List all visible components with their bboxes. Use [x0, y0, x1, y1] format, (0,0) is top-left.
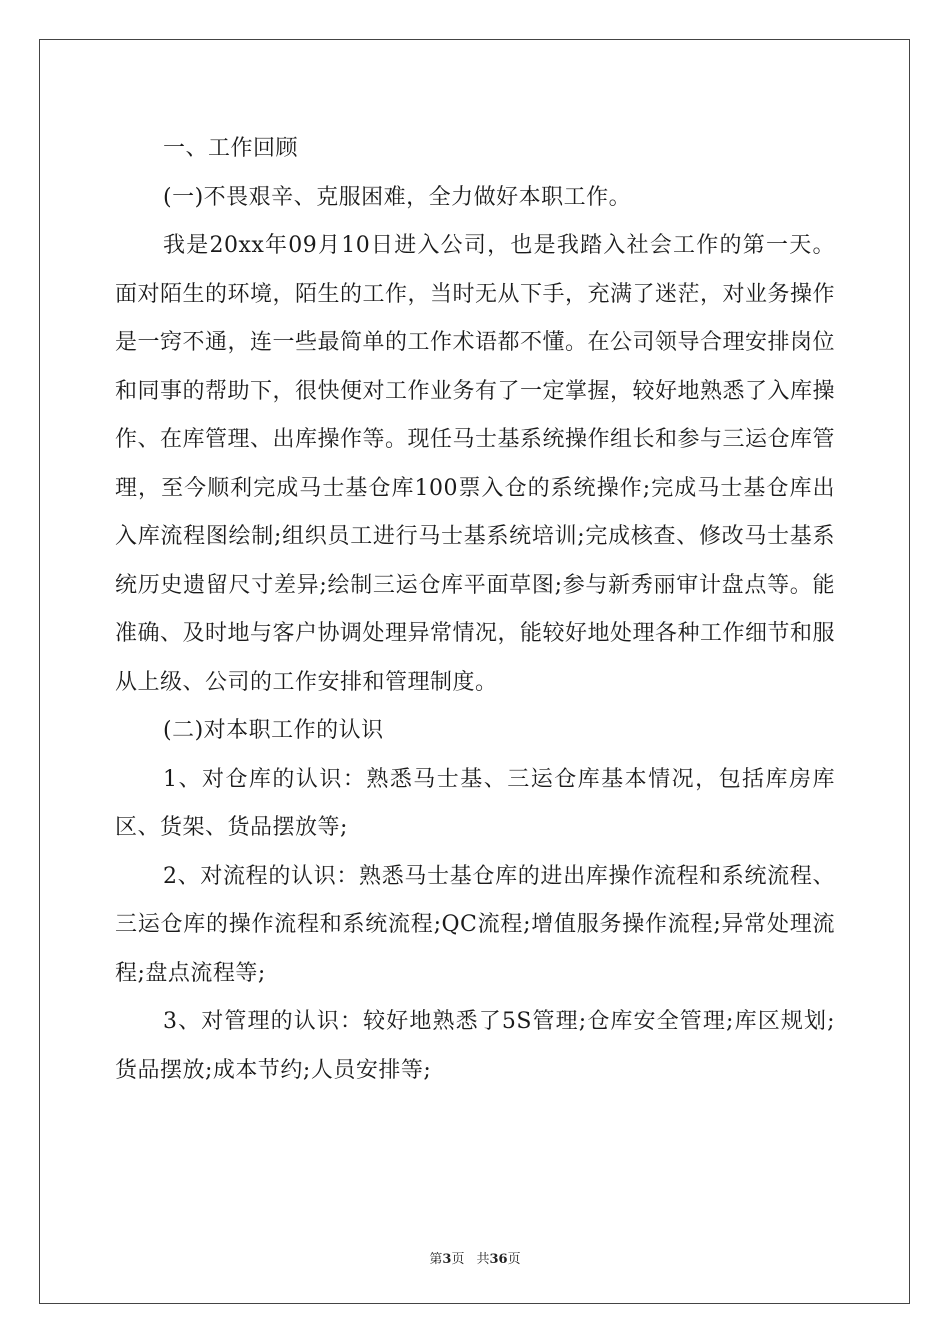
- list-item: 1、对仓库的认识：熟悉马士基、三运仓库基本情况，包括库房库区、货架、货品摆放等;: [115, 766, 835, 840]
- page-prefix: 第: [429, 1252, 443, 1267]
- page-suffix: 页: [451, 1252, 465, 1267]
- subsection-heading: (二)对本职工作的认识: [163, 718, 384, 743]
- total-pages: 36: [489, 1252, 508, 1267]
- page-footer: [0, 1248, 950, 1267]
- list-item: 3、对管理的认识：较好地熟悉了5S管理;仓库安全管理;库区规划;货品摆放;成本节约;人员安排等;: [115, 1009, 835, 1083]
- total-suffix: 页: [507, 1252, 521, 1267]
- total-prefix: 共: [476, 1252, 490, 1267]
- body-paragraph: 我是20xx年09月10日进入公司，也是我踏入社会工作的第一天。面对陌生的环境，陌生的工作，当时无从下手，充满了迷茫，对业务操作是一窍不通，连一些最简单的工作术语都不懂。在公司领导合理安排岗位和同事的帮助下，很快便对工作业务有了一定掌握，较好地熟悉了入库操作、在库管理、出库操作等。现任马士基系统操作组长和参与三运仓库管理，至今顺利完成马士基仓库100票入仓的系统操作;完成马士基仓库出入库流程图绘制;组织员工进行马士基系统培训;完成核查、修改马士基系统历史遗留尺寸差异;绘制三运仓库平面草图;参与新秀丽审计盘点等。能准确、及时地与客户协调处理异常情况，能较好地处理各种工作细节和服从上级、公司的工作安排和管理制度。: [115, 233, 836, 695]
- document-body: [115, 125, 835, 1095]
- subsection-heading: (一)不畏艰辛、克服困难，全力做好本职工作。: [163, 184, 632, 210]
- list-item: 2、对流程的认识：熟悉马士基仓库的进出库操作流程和系统流程、三运仓库的操作流程和系统流程;QC流程;增值服务操作流程;异常处理流程;盘点流程等;: [115, 863, 835, 986]
- page-number: 3: [442, 1252, 452, 1267]
- section-heading: 一、工作回顾: [163, 136, 299, 161]
